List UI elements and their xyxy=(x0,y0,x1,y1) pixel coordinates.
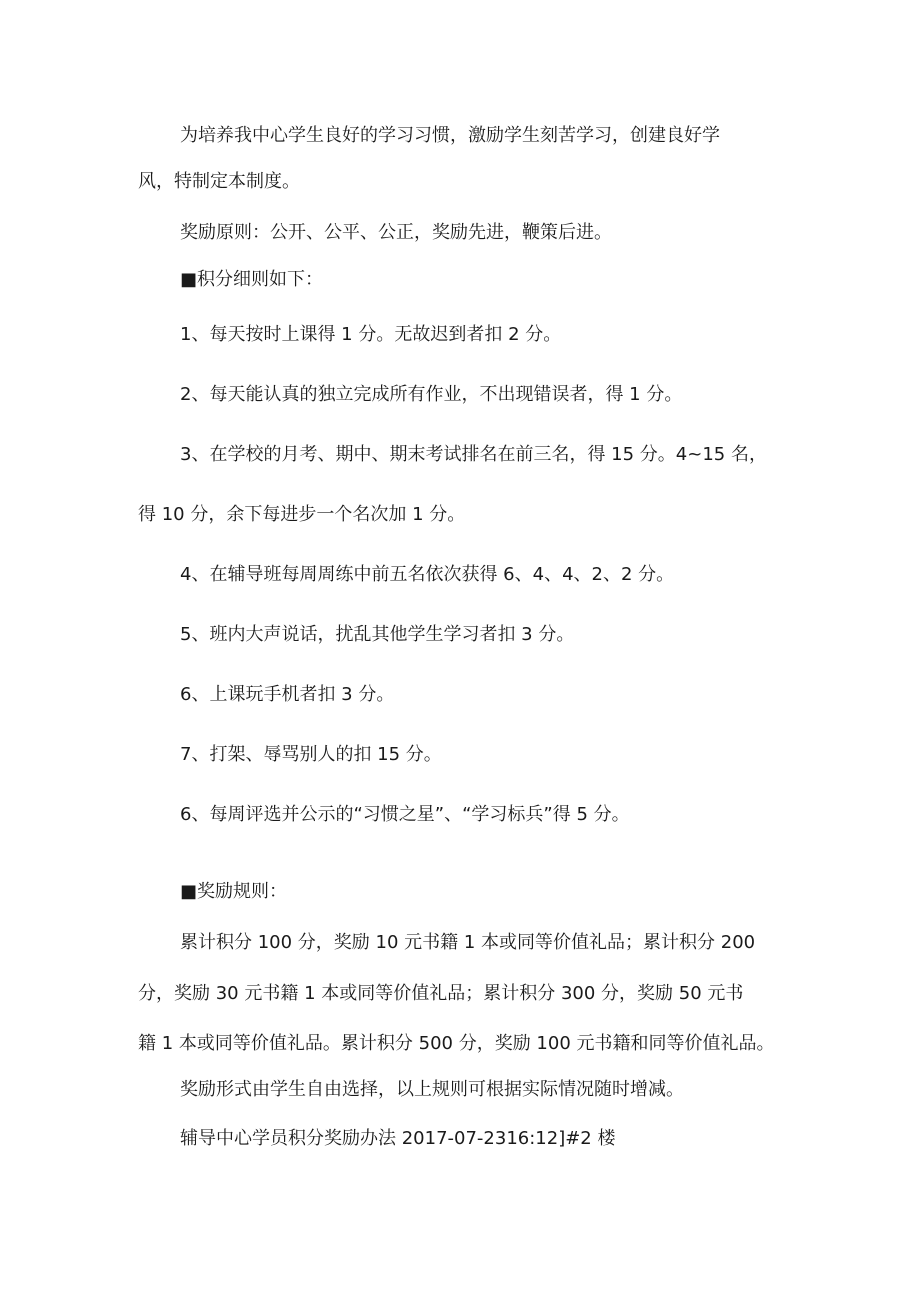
points-item: 6、每周评选并公示的“习惯之星”、“学习标兵”得 5 分。 xyxy=(180,804,630,825)
intro-line-1: 为培养我中心学生良好的学习习惯，激励学生刻苦学习，创建良好学 xyxy=(180,125,720,146)
points-item: 6、上课玩手机者扣 3 分。 xyxy=(180,684,395,705)
rewards-line: 籍 1 本或同等价值礼品。累计积分 500 分，奖励 100 元书籍和同等价值礼品。 xyxy=(138,1033,775,1054)
points-item: 7、打架、辱骂别人的扣 15 分。 xyxy=(180,744,442,765)
reward-principle: 奖励原则：公开、公平、公正，奖励先进，鞭策后进。 xyxy=(180,222,612,243)
points-item: 3、在学校的月考、期中、期末考试排名在前三名，得 15 分。4~15 名， xyxy=(180,444,767,465)
points-section-heading xyxy=(180,268,323,292)
document-footer: 辅导中心学员积分奖励办法 2017-07-2316:12]#2 楼 xyxy=(180,1128,616,1149)
points-heading-text: 积分细则如下： xyxy=(197,269,324,290)
rewards-line: 奖励形式由学生自由选择，以上规则可根据实际情况随时增减。 xyxy=(180,1079,684,1100)
points-item: 4、在辅导班每周周练中前五名依次获得 6、4、4、2、2 分。 xyxy=(180,564,675,585)
points-item: 2、每天能认真的独立完成所有作业，不出现错误者，得 1 分。 xyxy=(180,384,683,405)
rewards-heading-text: 奖励规则： xyxy=(197,881,288,902)
points-item: 5、班内大声说话，扰乱其他学生学习者扣 3 分。 xyxy=(180,624,575,645)
rewards-line: 分，奖励 30 元书籍 1 本或同等价值礼品；累计积分 300 分，奖励 50 元书 xyxy=(138,983,744,1004)
points-item-continuation: 得 10 分，余下每进步一个名次加 1 分。 xyxy=(138,504,466,525)
points-item: 1、每天按时上课得 1 分。无故迟到者扣 2 分。 xyxy=(180,324,562,345)
rewards-line: 累计积分 100 分，奖励 10 元书籍 1 本或同等价值礼品；累计积分 200 xyxy=(180,932,756,953)
intro-line-2: 风，特制定本制度。 xyxy=(138,171,300,192)
rewards-section-heading xyxy=(180,880,287,904)
